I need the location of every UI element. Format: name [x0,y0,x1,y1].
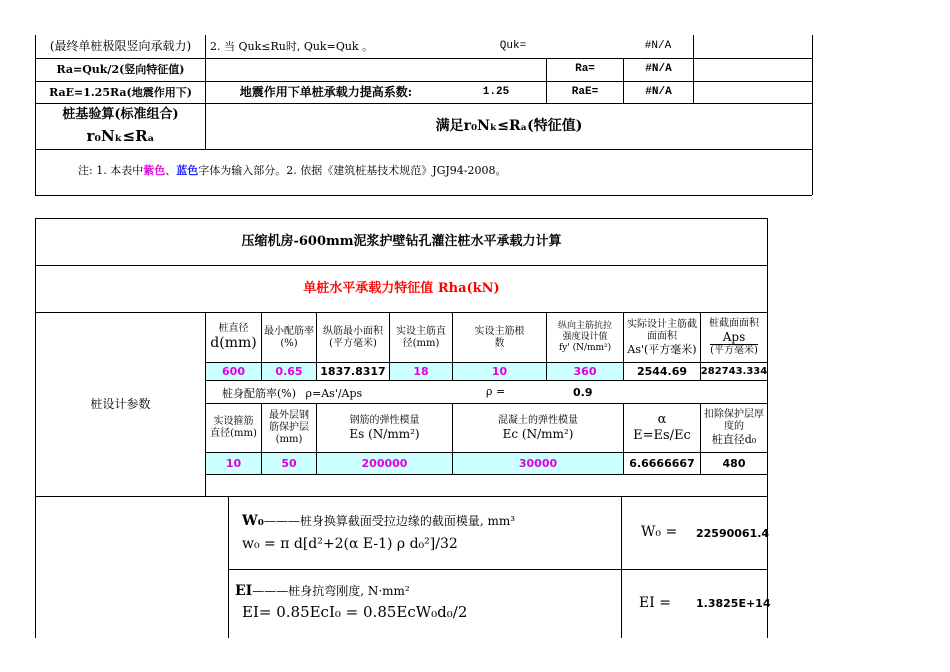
value-min-area: 1837.8317 [320,364,386,378]
row1-text: 2. 当 Quk≤Ru时, Quk=Quk 。 [210,39,374,53]
header-min-ratio-unit: (%) [280,337,298,349]
header-alpha-symbol: α [657,412,667,428]
note-prefix: 注: 1. 本表中 [78,164,144,177]
header-cover: 最外层钢筋保护层(mm) [269,410,309,445]
w0-head: W₀ [242,513,264,529]
value-ec[interactable]: 30000 [453,453,623,474]
ei-desc: ———桩身抗弯刚度, N·mm² [252,584,410,598]
ei-head: EI [235,583,253,599]
header-pile-area [701,313,767,362]
header-actual-area-label: 实际设计主筋截面面积 [627,318,697,342]
rho-eq: ρ = [486,385,506,398]
ei-label: EI = [639,595,671,611]
header-pile-area-label: 桩截面面积 [709,317,759,329]
value-pile-diameter[interactable]: 600 [206,363,261,380]
check-result: 满足r₀Nₖ≤Rₐ(特征值) [435,118,583,135]
value-min-ratio[interactable]: 0.65 [262,363,316,380]
header-fy-label: 纵向主筋抗拉强度设计值 [557,321,612,343]
value-stirrup[interactable]: 10 [206,453,261,474]
note-suffix: 字体为输入部分。2. 依据《建筑桩基技术规范》JGJ94-2008。 [198,164,507,177]
header-pile-diameter-label: 桩直径 [218,323,249,335]
header-min-area-unit: (平方毫米) [329,337,377,349]
header-fy-symbol: fy' (N/mm²) [558,342,612,353]
row1-label: (最终单桩极限竖向承载力) [49,39,192,54]
note-blue: 蓝色 [176,164,199,177]
section-label: 桩设计参数 [90,397,151,412]
row3-label: RaE=1.25Ra(地震作用下) [49,85,192,99]
value-es[interactable]: 200000 [317,453,452,474]
header-ec-label: 混凝土的弹性模量 [498,414,578,426]
w0-value: 22590061.4 [696,527,770,540]
rho-row [222,385,362,401]
header-d0-label: 扣除保护层厚度的 [704,409,764,433]
header-min-area [317,313,389,362]
rho-formula: ρ=As'/Aps [305,387,363,400]
check-label [36,104,205,149]
ra-value: #N/A [645,63,672,76]
note-sep: 、 [165,164,177,177]
rho-value: 0.9 [573,386,593,399]
row2-label: Ra=Quk/2(竖向特征值) [56,63,185,77]
value-bar-count[interactable]: 10 [453,363,546,380]
w0-label: W₀ = [641,524,678,540]
main-title: 压缩机房-600mm泥浆护壁钻孔灌注桩水平承载力计算 [241,234,562,250]
row3-text: 地震作用下单桩承载力提高系数: [239,85,413,100]
header-es-label: 钢筋的弹性模量 [349,414,420,426]
header-stirrup: 实设箍筋直径(mm) [210,416,257,439]
quk-value: #N/A [644,39,672,52]
note [78,162,507,178]
header-fy [547,313,623,362]
value-d0: 480 [722,456,746,470]
header-alpha-formula: E=Es/Ec [633,428,691,443]
value-alpha: 6.6666667 [629,456,695,470]
rae-value: #N/A [645,85,672,98]
rho-label: 桩身配筋率(%) [222,387,297,400]
value-actual-area: 2544.69 [636,364,688,378]
value-pile-area: 282743.334 [700,365,768,377]
check-label-line1: 桩基验算(标准组合) [62,107,179,123]
header-min-ratio [262,313,316,362]
header-es-symbol: Es (N/mm²) [349,426,420,441]
header-pile-diameter [206,313,261,362]
w0-desc: ———桩身换算截面受拉边缘的截面模量, mm³ [263,514,516,528]
header-ec [453,404,623,452]
header-actual-area-symbol: As'(平方毫米) [627,342,697,356]
w0-description [242,512,515,529]
header-alpha [624,404,700,452]
ei-value: 1.3825E+14 [696,597,771,610]
check-label-formula: r₀Nₖ≤Rₐ [86,127,155,145]
quk-label: Quk= [499,39,527,52]
w0-formula: w₀ = π d[d²+2(α E-1) ρ d₀²]/32 [242,536,458,552]
header-pile-area-symbol: Aps [722,329,746,344]
header-pile-area-unit: (平方毫米) [710,345,758,357]
header-d0 [701,404,767,452]
header-bar-diameter: 实设主筋直径(mm) [396,325,446,349]
rae-label: RaE= [571,85,599,98]
ei-formula: EI= 0.85EcI₀ = 0.85EcW₀d₀/2 [242,603,468,621]
value-bar-diameter[interactable]: 18 [390,363,452,380]
seismic-coef: 1.25 [482,85,510,98]
ra-label: Ra= [575,63,595,76]
ei-description [235,582,410,599]
header-pile-diameter-symbol: d(mm) [210,335,257,352]
header-bar-count: 实设主筋根数 [474,325,525,349]
header-min-ratio-label: 最小配筋率 [264,325,314,337]
header-actual-area [624,313,700,362]
header-d0-symbol: 桩直径d₀ [711,433,757,447]
note-purple: 紫色 [143,164,166,177]
value-cover[interactable]: 50 [262,453,316,474]
value-fy[interactable]: 360 [547,363,623,380]
header-es [317,404,452,452]
main-subtitle: 单桩水平承载力特征值 Rha(kN) [303,281,500,297]
header-min-area-label: 纵筋最小面积 [323,325,383,337]
header-ec-symbol: Ec (N/mm²) [502,426,574,441]
